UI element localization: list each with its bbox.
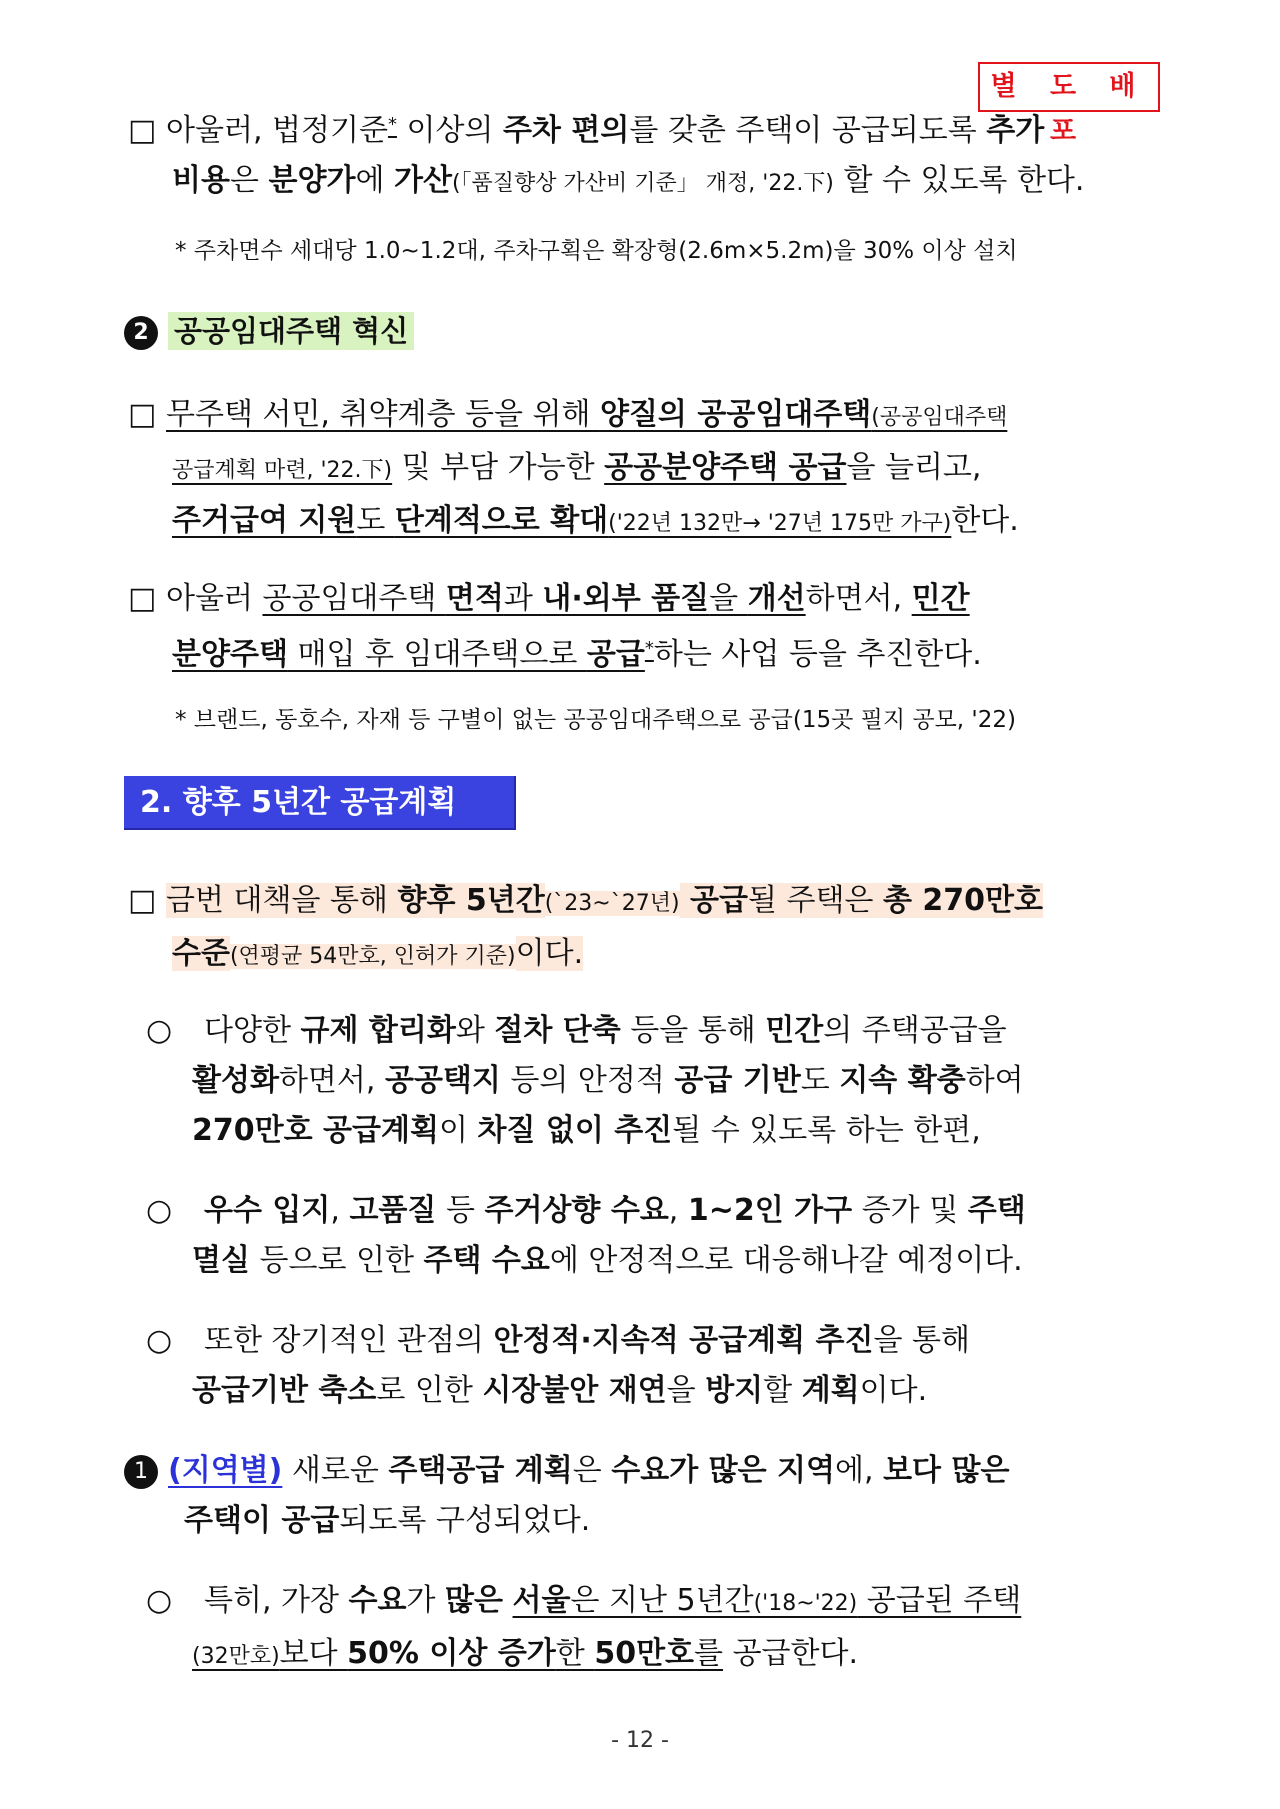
paragraph-private-supply — [128, 1006, 1168, 1156]
text-run: 도 — [356, 503, 395, 538]
text-runs — [192, 1636, 858, 1671]
separate-distribution-stamp: 별 도 배 포 — [978, 62, 1160, 112]
text-run: 될 주택은 — [747, 883, 883, 918]
paragraph-parking — [128, 100, 1168, 209]
para-line — [128, 390, 1168, 443]
para-line — [128, 1236, 1168, 1286]
text-run: (`23~`27년) — [544, 891, 680, 916]
text-run: 로 인한 — [376, 1373, 483, 1408]
text-run: 를 — [694, 1636, 724, 1671]
checkbox-bullet: □ — [128, 113, 157, 148]
para-line — [124, 1496, 1164, 1546]
text-run: 한 — [555, 1636, 595, 1671]
text-run: 이다. — [515, 936, 584, 971]
subheading-public-rental — [124, 308, 414, 354]
text-run: 이다. — [859, 1373, 928, 1408]
text-run: 할 — [763, 1373, 802, 1408]
text-run: 주택공급 계획 — [388, 1453, 573, 1488]
text-runs — [166, 397, 1007, 432]
text-runs — [166, 883, 1043, 918]
text-run: 공공택지 — [384, 1063, 501, 1098]
text-run: (연평균 54만호, 인허가 기준) — [229, 944, 516, 969]
text-runs — [204, 1323, 970, 1358]
text-run: ('22년 132만→ '27년 175만 가구) — [608, 511, 952, 536]
text-run: 공급 — [586, 637, 645, 672]
paragraph-long-term — [128, 1316, 1168, 1416]
text-run: 매입 후 임대주택으로 — [287, 637, 587, 672]
footnote-brand: * 브랜드, 동호수, 자재 등 구별이 없는 공공임대주택으로 공급(15곳 필지 공모, '22) — [175, 707, 1016, 733]
text-run: 지속 확충 — [839, 1063, 966, 1098]
text-run: 특히, 가장 — [204, 1583, 349, 1618]
text-run: 은 — [229, 163, 269, 198]
text-run: 가 — [406, 1583, 446, 1618]
text-run: 을 통해 — [873, 1323, 970, 1358]
text-run: * — [644, 638, 654, 659]
text-run: 차질 없이 추진 — [477, 1113, 673, 1148]
text-run: 공공임대주택 — [262, 581, 446, 616]
para-line — [124, 1446, 1164, 1496]
para-line — [128, 156, 1168, 209]
text-run: 1~2인 가구 — [687, 1193, 853, 1228]
text-run: 을 늘리고, — [846, 450, 982, 485]
para-line — [128, 876, 1168, 929]
text-run: 비용 — [172, 163, 230, 198]
text-runs — [184, 1503, 590, 1538]
text-run: 50% 이상 증가 — [347, 1636, 556, 1671]
text-run: 할 수 있도록 한다. — [833, 163, 1085, 198]
text-runs — [172, 936, 583, 971]
text-run: 민간 — [765, 1013, 824, 1048]
text-run: 를 갖춘 주택이 공급되도록 — [629, 113, 987, 148]
text-run: 추가 — [986, 113, 1045, 148]
text-run: 등의 안정적 — [500, 1063, 675, 1098]
text-run: , — [668, 1193, 688, 1228]
subheading-text: 공공임대주택 혁신 — [168, 312, 414, 350]
paragraph-supply-total — [128, 876, 1168, 982]
text-run: ('18~'22) — [753, 1591, 858, 1616]
text-run: 면적 — [445, 581, 504, 616]
text-run: 을 — [709, 581, 748, 616]
text-run: 등으로 인한 — [249, 1243, 424, 1278]
text-run: 규제 합리화 — [300, 1013, 456, 1048]
text-run: 고품질 — [349, 1193, 437, 1228]
text-runs — [192, 1243, 1023, 1278]
para-line — [128, 1576, 1168, 1629]
text-runs — [192, 1063, 1024, 1098]
text-run: 가산 — [393, 163, 452, 198]
text-run: 에, — [835, 1453, 884, 1488]
text-run: 우수 입지 — [204, 1193, 331, 1228]
text-run: 270만호 공급계획 — [192, 1113, 439, 1148]
text-runs — [192, 1113, 981, 1148]
text-run: 증가 및 — [852, 1193, 968, 1228]
text-runs — [204, 1583, 1021, 1618]
para-line — [128, 1106, 1168, 1156]
text-run: 이 — [438, 1113, 478, 1148]
text-run: 의 주택공급을 — [823, 1013, 1007, 1048]
text-run: 에 — [355, 163, 394, 198]
text-run: 한다. — [951, 503, 1019, 538]
text-run: 주택이 공급 — [184, 1503, 340, 1538]
text-run: 되도록 구성되었다. — [339, 1503, 591, 1538]
text-runs — [204, 1193, 1026, 1228]
text-run: 민간 — [911, 581, 970, 616]
text-run: 다양한 — [204, 1013, 301, 1048]
text-run: 보다 많은 — [883, 1453, 1010, 1488]
text-runs — [204, 1013, 1007, 1048]
text-runs — [172, 163, 1084, 198]
text-run: 내·외부 품질 — [542, 581, 710, 616]
para-line — [128, 929, 1168, 982]
paragraph-quality — [128, 574, 1168, 680]
text-run: 분양주택 — [172, 637, 288, 672]
text-run: 하여 — [965, 1063, 1024, 1098]
text-run — [503, 1583, 513, 1618]
circled-number-icon: 1 — [124, 1455, 158, 1489]
text-run: 아울러, 법정기준 — [166, 113, 388, 148]
text-run: 계획 — [801, 1373, 860, 1408]
text-run: 에 안정적으로 대응해나갈 예정이다. — [549, 1243, 1023, 1278]
text-runs — [166, 113, 1044, 148]
text-run: 아울러 — [166, 581, 263, 616]
para-line — [128, 624, 1168, 680]
text-run: 많은 — [445, 1583, 503, 1618]
paragraph-demand — [128, 1186, 1168, 1286]
text-run: 수준 — [172, 936, 230, 971]
text-run: 개선 — [747, 581, 806, 616]
text-run: 주거급여 지원 — [172, 503, 357, 538]
text-run: (공공임대주택 — [871, 405, 1008, 430]
para-line — [128, 574, 1168, 624]
text-run: 활성화 — [192, 1063, 279, 1098]
paragraph-seoul — [128, 1576, 1168, 1682]
para-line — [128, 1186, 1168, 1236]
circle-bullet: ○ — [146, 1583, 173, 1618]
para-line — [128, 100, 1168, 156]
text-run: 공급된 주택 — [857, 1583, 1022, 1618]
paragraph-by-region — [124, 1446, 1164, 1546]
text-run: 은 — [572, 1453, 612, 1488]
text-run: 하면서, — [278, 1063, 385, 1098]
text-runs — [172, 503, 1019, 538]
text-run: 분양가 — [268, 163, 356, 198]
text-run: 절차 단축 — [494, 1013, 621, 1048]
text-run: 및 부담 가능한 — [392, 450, 605, 485]
text-run: 방지 — [705, 1373, 764, 1408]
text-run: 될 수 있도록 하는 한편, — [672, 1113, 981, 1148]
text-run: 을 — [666, 1373, 706, 1408]
text-run: 공급기반 축소 — [192, 1373, 377, 1408]
text-run: 보다 — [279, 1636, 348, 1671]
text-run: 새로운 — [282, 1453, 389, 1488]
text-run: 총 270만호 — [882, 883, 1043, 918]
para-line — [128, 1629, 1168, 1682]
paragraph-public-rental — [128, 390, 1168, 549]
text-run: 50만호 — [594, 1636, 695, 1671]
text-run: 등을 통해 — [620, 1013, 766, 1048]
text-run: 멸실 — [192, 1243, 250, 1278]
text-run: 이상의 — [396, 113, 503, 148]
circle-bullet: ○ — [146, 1323, 173, 1358]
section-heading: 2. 향후 5년간 공급계획 — [124, 776, 516, 830]
text-run: 주택 — [967, 1193, 1026, 1228]
text-run: 또한 장기적인 관점의 — [204, 1323, 494, 1358]
text-run: 도 — [800, 1063, 840, 1098]
text-run: (32만호) — [192, 1644, 280, 1669]
text-run: 공공분양주택 공급 — [604, 450, 847, 485]
para-line — [128, 496, 1168, 549]
text-run: (「품질향상 가산비 기준」 개정, '22.下) — [451, 171, 834, 196]
text-run: 과 — [503, 581, 543, 616]
para-line — [128, 1006, 1168, 1056]
text-run: 시장불안 재연 — [482, 1373, 667, 1408]
para-line — [128, 1316, 1168, 1366]
text-run: 향후 5년간 — [397, 883, 545, 918]
text-run: 단계적으로 확대 — [394, 503, 609, 538]
text-run: 등 — [436, 1193, 485, 1228]
text-runs — [192, 1373, 927, 1408]
checkbox-bullet: □ — [128, 581, 157, 616]
checkbox-bullet: □ — [128, 883, 157, 918]
text-run: 공급 — [679, 883, 748, 918]
text-run: 와 — [455, 1013, 495, 1048]
text-run: 무주택 서민, 취약계층 등을 위해 — [166, 397, 600, 432]
para-line — [128, 1366, 1168, 1416]
text-run: 공급한다. — [723, 1636, 859, 1671]
text-run: 수요가 많은 지역 — [611, 1453, 835, 1488]
text-runs — [172, 450, 981, 485]
text-run: 은 지난 5년간 — [570, 1583, 754, 1618]
text-run: 주택 수요 — [423, 1243, 550, 1278]
footnote-parking: * 주차면수 세대당 1.0~1.2대, 주차구획은 확장형(2.6m×5.2m)을 30% 이상 설치 — [175, 238, 1018, 264]
text-run: (지역별) — [168, 1453, 283, 1488]
text-run: 공급계획 마련, '22.下) — [172, 458, 393, 483]
text-run: 공급 기반 — [674, 1063, 801, 1098]
text-run: 금번 대책을 통해 — [166, 883, 398, 918]
text-run: 수요 — [348, 1583, 407, 1618]
circled-number-icon: 2 — [124, 316, 158, 350]
circle-bullet: ○ — [146, 1013, 173, 1048]
text-run: 서울 — [512, 1583, 571, 1618]
text-run: 주거상향 수요 — [484, 1193, 669, 1228]
page-number: - 12 - — [611, 1728, 669, 1753]
text-run: 안정적·지속적 공급계획 추진 — [493, 1323, 874, 1358]
para-line — [128, 443, 1168, 496]
text-run: 하는 사업 등을 추진한다. — [653, 637, 982, 672]
text-run: 하면서, — [805, 581, 912, 616]
para-line — [128, 1056, 1168, 1106]
text-runs — [172, 637, 982, 672]
text-runs — [166, 581, 970, 616]
circle-bullet: ○ — [146, 1193, 173, 1228]
text-run: , — [330, 1193, 350, 1228]
text-run: 양질의 공공임대주택 — [599, 397, 872, 432]
text-run: * — [387, 114, 397, 135]
text-runs — [168, 1453, 1009, 1488]
checkbox-bullet: □ — [128, 397, 157, 432]
text-run: 주차 편의 — [502, 113, 630, 148]
